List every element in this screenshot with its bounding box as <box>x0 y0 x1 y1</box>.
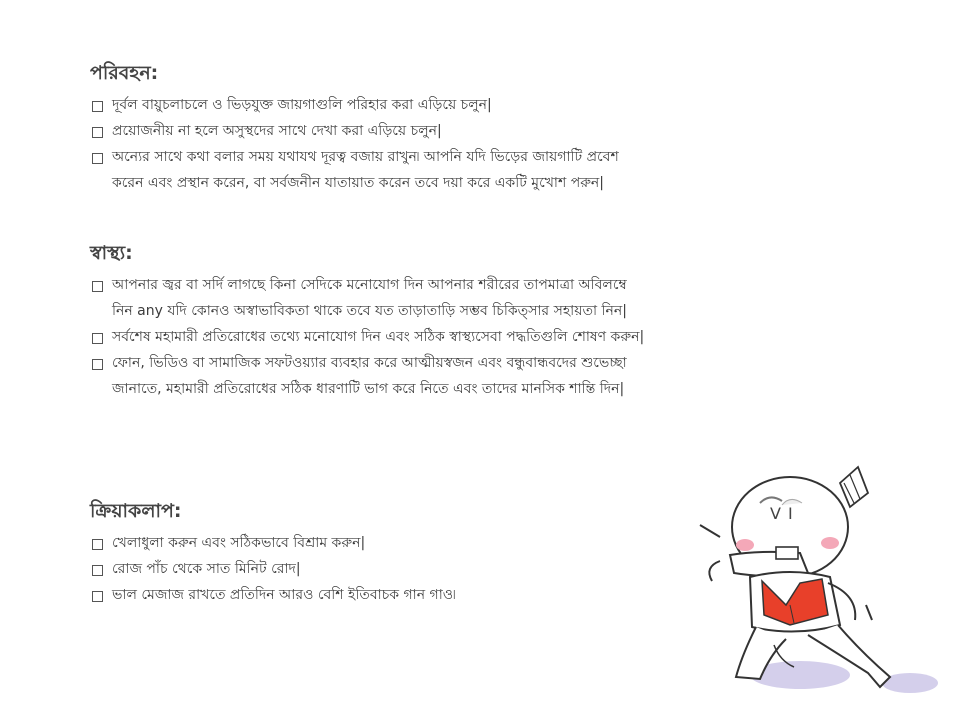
section-heading: পরিবহন: <box>90 62 159 84</box>
item-text: অন্যের সাথে কথা বলার সময় যথাযথ দূরত্ব বজায় রাখুন৷ আপনি যদি ভিড়ের জায়গাটি প্রবেশ করেন এবং প্রস্থান করেন, বা সর্বজনীন যাতায়াত করেন তবে দয়া করে একটি মুখোশ পরুন| <box>112 149 619 191</box>
item-text: ফোন, ভিডিও বা সামাজিক সফটওয়্যার ব্যবহার করে আত্মীয়স্বজন এবং বন্ধুবান্ধবদের শুভেচ্ছা জানাতে, মহামারী প্রতিরোধের সঠিক ধারণাটি ভাগ করে নিতে এবং তাদের মানসিক শান্তি দিন| <box>112 355 627 397</box>
item-text: আপনার জ্বর বা সর্দি লাগছে কিনা সেদিকে মনোযোগ দিন আপনার শরীরের তাপমাত্রা অবিলম্বে নিন any যদি কোনও অস্বাভাবিকতা থাকে তবে যত তাড়াতাড়ি সম্ভব চিকিত্সার সহায়তা নিন| <box>112 277 627 319</box>
checkbox-icon <box>92 539 103 550</box>
section-activity <box>90 498 650 608</box>
checkbox-icon <box>92 153 103 164</box>
item-text: প্রয়োজনীয় না হলে অসুস্থদের সাথে দেখা করা এড়িয়ে চলুন| <box>112 123 442 139</box>
list-item <box>90 144 650 196</box>
section-heading: ক্রিয়াকলাপ: <box>90 500 182 522</box>
checkbox-icon <box>92 565 103 576</box>
list-item <box>90 582 650 608</box>
item-text: খেলাধুলা করুন এবং সঠিকভাবে বিশ্রাম করুন| <box>112 535 366 551</box>
checkbox-icon <box>92 101 103 112</box>
list-item <box>90 92 650 118</box>
section-heading: স্বাস্থ্য: <box>90 242 133 264</box>
section-health <box>90 240 650 402</box>
list-item <box>90 350 650 402</box>
section-transport <box>90 60 650 196</box>
svg-text:V: V <box>770 504 781 523</box>
item-text: ভাল মেজাজ রাখতে প্রতিদিন আরও বেশি ইতিবাচক গান গাও৷ <box>112 587 456 603</box>
checkbox-icon <box>92 359 103 370</box>
list-item <box>90 556 650 582</box>
item-text: রোজ পাঁচ থেকে সাত মিনিট রোদ| <box>112 561 301 577</box>
checkbox-icon <box>92 281 103 292</box>
checkbox-icon <box>92 127 103 138</box>
list-item <box>90 530 650 556</box>
list-item <box>90 272 650 324</box>
checkbox-icon <box>92 591 103 602</box>
item-text: সর্বশেষ মহামারী প্রতিরোধের তথ্যে মনোযোগ দিন এবং সঠিক স্বাস্থ্যসেবা পদ্ধতিগুলি শোষণ করুন| <box>112 329 645 345</box>
svg-text:I: I <box>788 504 793 523</box>
item-text: দূর্বল বায়ুচলাচলে ও ভিড়যুক্ত জায়গাগুলি পরিহার করা এড়িয়ে চলুন| <box>112 97 492 113</box>
coughing-character-icon <box>690 455 940 705</box>
list-item <box>90 118 650 144</box>
list-item <box>90 324 650 350</box>
checkbox-icon <box>92 333 103 344</box>
